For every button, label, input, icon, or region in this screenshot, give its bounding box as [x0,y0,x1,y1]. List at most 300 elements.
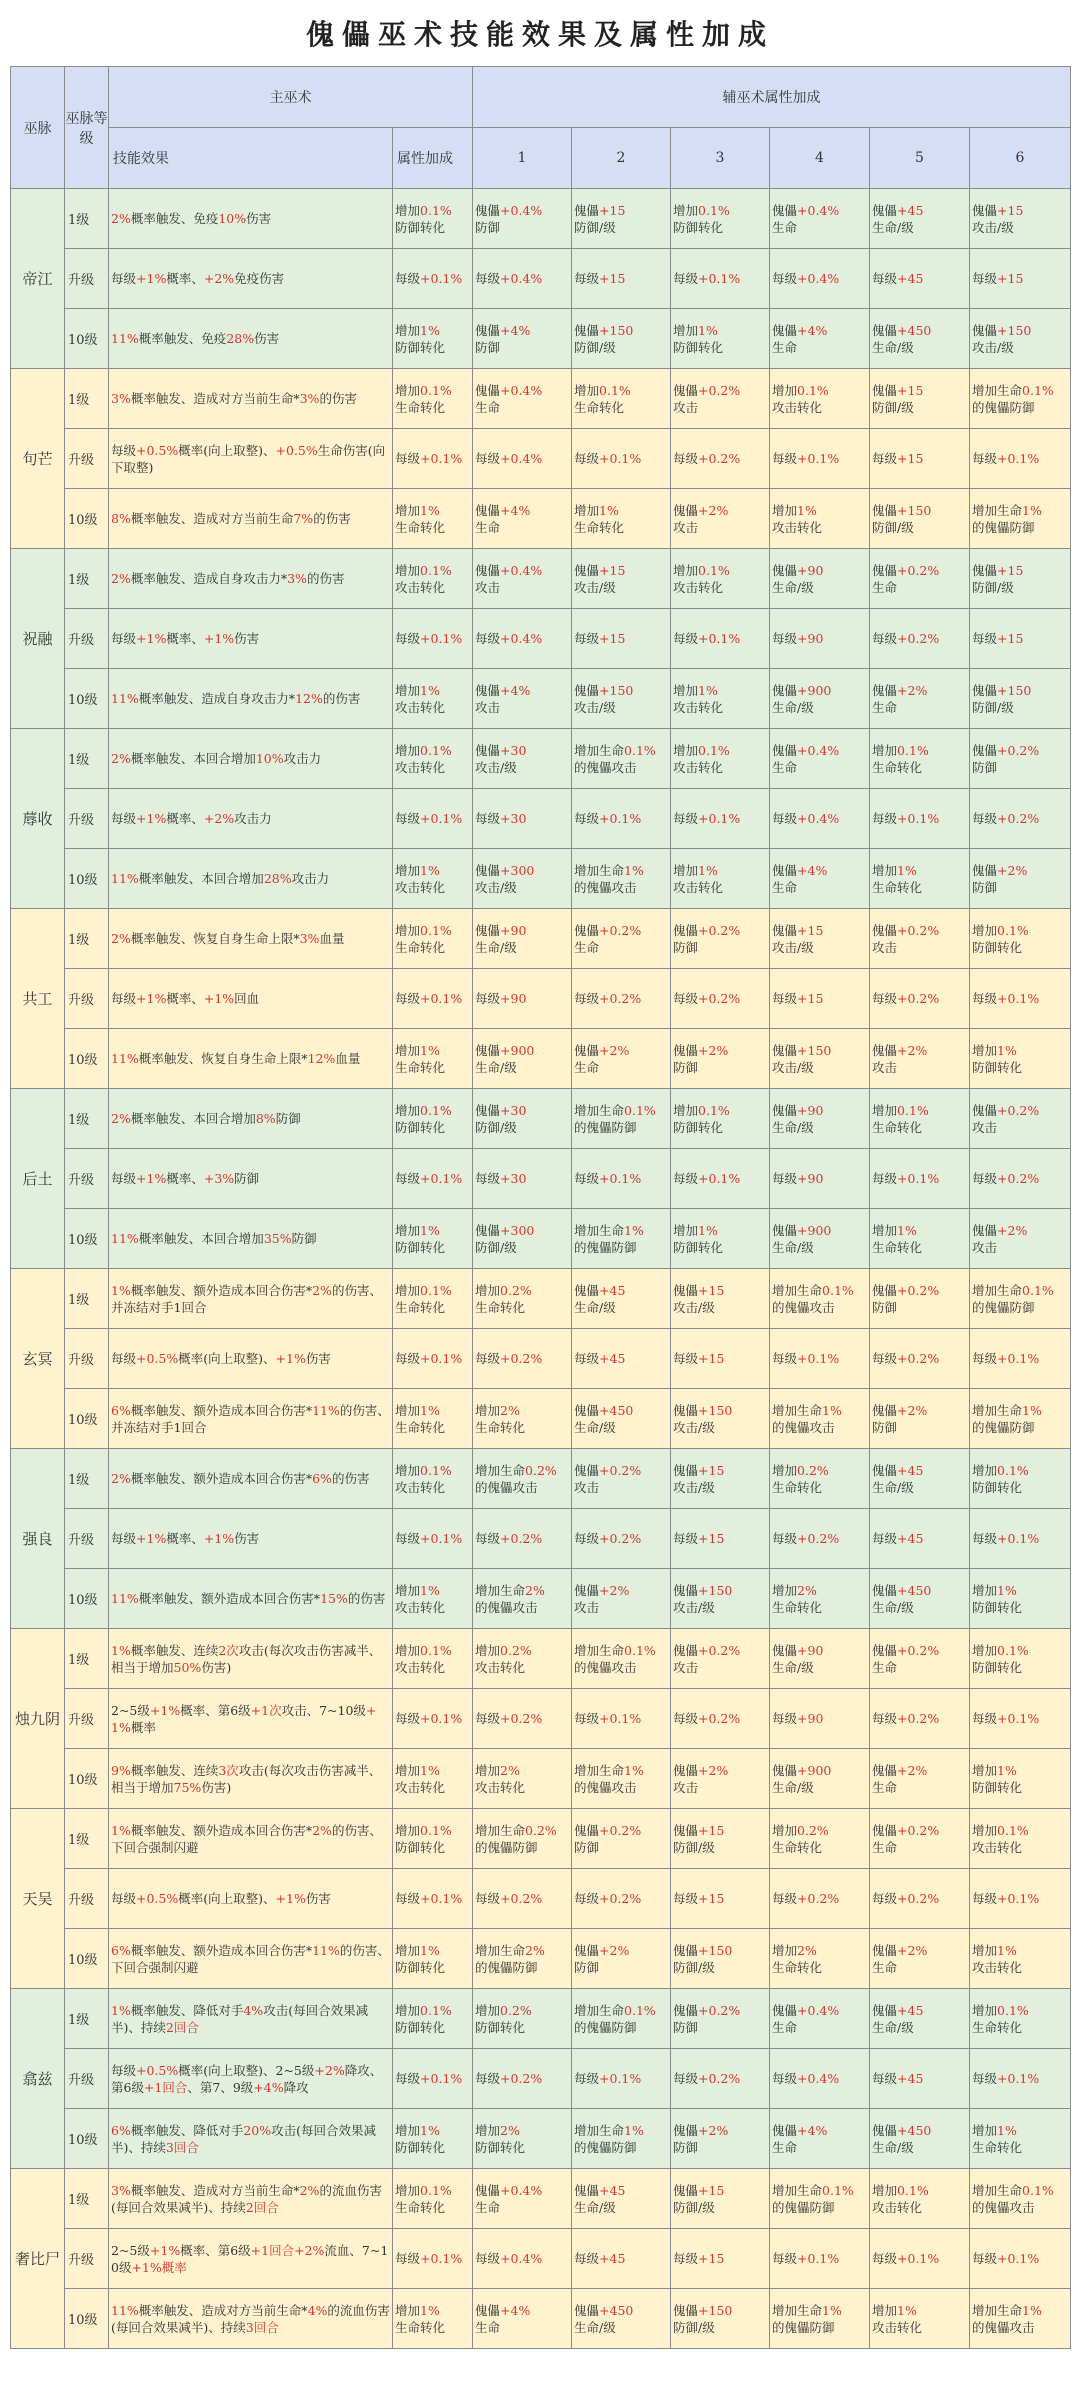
aux-bonus-6 [970,1509,1071,1569]
value-text: 攻击、7~10级 [281,1702,366,1718]
value-highlight: 1% [420,1762,440,1778]
value-text: 傀儡 [574,2182,600,2198]
table-row [11,1089,1071,1149]
aux-bonus-6 [970,1269,1071,1329]
aux-bonus-5 [870,849,970,909]
value-highlight: +0.4% [500,2182,543,2198]
value-text: 增加生命 [972,502,1023,518]
vein-name: 天吴 [11,1809,65,1989]
attr-bonus [393,1689,473,1749]
value-highlight: +150 [698,2302,733,2318]
value-text: 生命 [475,2319,501,2335]
value-highlight: 0.2% [525,1462,557,1478]
aux-bonus-1 [473,489,572,549]
aux-bonus-6 [970,189,1071,249]
value-text: 增加 [395,502,421,518]
aux-bonus-4 [770,549,870,609]
value-highlight: 1% [111,1642,131,1658]
value-highlight: 0.1% [1022,1282,1054,1298]
value-text: 生命转化 [475,1299,526,1315]
vein-name: 强良 [11,1449,65,1629]
value-text: 伤害 [234,631,260,646]
value-text: 傀儡 [475,1042,501,1058]
value-text: 攻击 [872,939,898,955]
skill-effect [109,609,393,669]
value-text: 防御/级 [673,2319,715,2335]
value-text: 防御转化 [395,1239,446,1255]
aux-bonus-6 [970,1149,1071,1209]
value-text: 防御转化 [475,2019,526,2035]
attr-bonus [393,669,473,729]
aux-bonus-4 [770,2049,870,2109]
level-label: 10级 [65,309,109,369]
aux-bonus-5 [870,2169,970,2229]
aux-bonus-2 [572,1929,671,1989]
aux-bonus-1 [473,609,572,669]
aux-bonus-5 [870,909,970,969]
aux-bonus-4 [770,1509,870,1569]
value-text: 傀儡 [772,1042,798,1058]
value-text: 增加 [395,1462,421,1478]
level-label: 升级 [65,429,109,489]
value-highlight: 0.1% [420,922,452,938]
value-highlight: +1% [203,1531,235,1546]
aux-bonus-6 [970,1389,1071,1449]
skill-effect [109,1089,393,1149]
value-highlight: +150 [698,1582,733,1598]
aux-bonus-6 [970,1089,1071,1149]
aux-bonus-6 [970,849,1071,909]
value-text: 概率触发、本回合增加 [130,1111,256,1126]
level-label: 升级 [65,969,109,1029]
skill-effect [109,1269,393,1329]
value-text: 每级 [395,1891,421,1906]
aux-bonus-5 [870,2289,970,2349]
aux-bonus-6 [970,369,1071,429]
aux-bonus-1 [473,549,572,609]
aux-bonus-3 [671,1449,770,1509]
value-text: 生命转化 [772,1959,823,1975]
value-highlight: 1% [997,2122,1017,2138]
value-text: 攻击转化 [395,699,446,715]
value-text: 防御/级 [673,2199,715,2215]
value-text: 增加 [772,502,798,518]
value-highlight: 11% [312,1942,340,1958]
value-highlight: +450 [599,1402,634,1418]
value-highlight: 8% [255,1111,276,1126]
value-highlight: +30 [500,1171,527,1186]
value-text: 概率触发、免疫 [138,331,227,346]
aux-bonus-6 [970,1569,1071,1629]
aux-bonus-1 [473,2289,572,2349]
value-text: 增加生命 [972,1282,1023,1298]
aux-bonus-6 [970,429,1071,489]
skill-effect [109,1989,393,2049]
table-row [11,609,1071,669]
value-text: 傀儡 [772,2122,798,2138]
value-text: 概率触发、连续 [130,1762,219,1778]
level-label: 1级 [65,909,109,969]
value-text: 防御 [673,1059,699,1075]
level-label: 升级 [65,1509,109,1569]
value-text: 每级 [673,1531,699,1546]
value-highlight: +4% [253,2079,284,2095]
value-text: 概率触发、降低对手 [130,2122,244,2138]
value-text: 的伤害、并冻结对手1回合 [111,1282,382,1315]
value-text: 增加 [673,562,699,578]
value-text: 概率触发、连续 [130,1642,219,1658]
aux-bonus-2 [572,249,671,309]
value-text: 增加 [395,562,421,578]
table-row [11,1569,1071,1629]
attr-bonus [393,1209,473,1269]
aux-bonus-2 [572,2109,671,2169]
value-text: 增加 [395,1282,421,1298]
value-highlight: 0.2% [525,1822,557,1838]
value-highlight: 0.1% [822,2182,854,2198]
value-highlight: +0.2% [698,922,741,938]
value-text: 的伤害 [347,1591,386,1606]
value-highlight: +4% [797,2122,828,2138]
value-highlight: +150 [897,502,932,518]
value-highlight: +0.2% [997,1171,1040,1186]
value-text: 防御 [872,1419,898,1435]
skill-effect [109,969,393,1029]
value-highlight: +150 [599,322,634,338]
value-highlight: 12% [307,1051,336,1066]
aux-bonus-4 [770,189,870,249]
aux-bonus-5 [870,1509,970,1569]
value-highlight: +0.2% [997,742,1040,758]
value-highlight: +1% [149,2242,181,2258]
table-row [11,1629,1071,1689]
aux-bonus-6 [970,969,1071,1029]
value-highlight: 0.1% [420,742,452,758]
value-highlight: 1% [420,862,440,878]
value-highlight: +0.1% [599,1171,642,1186]
aux-bonus-2 [572,189,671,249]
attr-bonus [393,249,473,309]
value-text: 生命 [475,519,501,535]
value-highlight: 2% [111,1471,131,1486]
value-highlight: 2% [500,1402,520,1418]
value-highlight: 1% [997,1942,1017,1958]
attr-bonus [393,909,473,969]
value-text: 每级 [972,1351,998,1366]
value-text: 防御转化 [972,1599,1023,1615]
aux-bonus-2 [572,1869,671,1929]
attr-bonus [393,1089,473,1149]
aux-bonus-6 [970,2109,1071,2169]
attr-bonus [393,1749,473,1809]
value-text: 增加 [475,2002,501,2018]
value-highlight: 75% [173,1779,202,1795]
aux-bonus-5 [870,1269,970,1329]
value-highlight: 11% [111,2302,139,2318]
skill-effect [109,1629,393,1689]
level-label: 升级 [65,1149,109,1209]
value-text: 每级 [475,2251,501,2266]
value-text: 傀儡 [673,1642,699,1658]
aux-bonus-3 [671,1029,770,1089]
value-highlight: +0.4% [500,202,543,218]
value-highlight: 1% [897,1222,917,1238]
value-text: 傀儡 [475,682,501,698]
value-text: 生命/级 [772,699,814,715]
value-highlight: +45 [897,1462,924,1478]
aux-bonus-5 [870,1749,970,1809]
value-text: 增加 [872,1222,898,1238]
skill-effect [109,909,393,969]
aux-bonus-2 [572,1569,671,1629]
value-text: 傀儡 [872,1762,898,1778]
value-text: 增加 [673,682,699,698]
value-highlight: +0.4% [500,2251,543,2266]
value-text: 增加 [673,1102,699,1118]
table-row [11,2049,1071,2109]
value-highlight: +45 [599,1351,626,1366]
value-text: 防御转化 [475,2139,526,2155]
value-text: 增加 [972,1762,998,1778]
value-text: 生命 [772,2019,798,2035]
value-highlight: +1% [275,1351,306,1366]
value-highlight: +0.1% [897,811,940,826]
value-text: 每级 [111,1171,137,1186]
value-highlight: +0.2% [599,991,642,1006]
attr-bonus [393,849,473,909]
value-text: 增加生命 [475,1462,526,1478]
value-text: 傀儡 [972,562,998,578]
value-highlight: +2% [698,1042,729,1058]
value-text: 的傀儡攻击 [475,1599,538,1615]
value-highlight: +0.1% [599,451,642,466]
value-highlight: 0.1% [624,742,656,758]
value-text: 增加 [673,322,699,338]
aux-bonus-6 [970,1209,1071,1269]
table-row [11,729,1071,789]
value-highlight: 1% [997,1762,1017,1778]
level-label: 1级 [65,1269,109,1329]
value-text: 的伤害、并冻结对手1回合 [111,1402,390,1435]
value-highlight: +15 [897,451,924,466]
value-highlight: 2% [312,1822,332,1838]
value-text: 每级 [673,2251,699,2266]
value-text: 增加生命 [574,742,625,758]
value-text: 每级 [772,1891,798,1906]
value-text: 傀儡 [772,862,798,878]
value-text: 的傀儡攻击 [574,1659,637,1675]
value-highlight: +0.4% [797,2002,840,2018]
value-highlight: +450 [897,2122,932,2138]
aux-bonus-2 [572,2229,671,2289]
aux-bonus-2 [572,849,671,909]
value-highlight: 0.1% [997,1822,1029,1838]
value-highlight: 0.1% [420,382,452,398]
value-text: 攻击力 [283,751,322,766]
aux-bonus-5 [870,1389,970,1449]
value-highlight: 2回合 [245,2199,279,2215]
value-highlight: +4% [500,502,531,518]
value-text: 的伤害 [319,391,357,406]
aux-bonus-2 [572,1149,671,1209]
value-highlight: +2% [897,1402,928,1418]
value-text: 生命 [772,219,798,235]
value-text: 每级 [772,2071,798,2086]
value-text: 攻击/级 [673,1299,715,1315]
value-text: 每级 [475,1711,501,1726]
aux-bonus-3 [671,969,770,1029]
value-text: 增加 [972,1942,998,1958]
value-text: 增加 [872,2182,898,2198]
value-highlight: +0.1% [797,2251,840,2266]
value-text: 傀儡 [872,922,898,938]
level-label: 10级 [65,489,109,549]
aux-bonus-1 [473,1749,572,1809]
value-text: 每级 [395,1531,421,1546]
value-text: 回血 [234,991,260,1006]
aux-bonus-2 [572,909,671,969]
attr-bonus [393,789,473,849]
value-highlight: 1% [420,1582,440,1598]
value-highlight: +1次 [250,1702,282,1718]
value-highlight: 6% [312,1471,332,1486]
value-text: 增加 [673,202,699,218]
value-text: 概率、 [166,1171,204,1186]
level-label: 1级 [65,1089,109,1149]
value-text: 每级 [574,631,600,646]
value-text: 每级 [395,1171,421,1186]
value-highlight: 1% [797,502,817,518]
value-highlight: +45 [897,271,924,286]
value-highlight: 9% [111,1762,131,1778]
aux-bonus-1 [473,189,572,249]
value-text: 增加生命 [772,1402,823,1418]
value-text: 生命/级 [475,1059,517,1075]
value-highlight: +0.1% [698,271,741,286]
value-text: 每级 [574,1171,600,1186]
aux-bonus-2 [572,729,671,789]
value-text: 防御/级 [475,1239,517,1255]
value-text: 概率触发、造成自身攻击力* [130,571,288,586]
value-highlight: +30 [500,811,527,826]
value-highlight: +0.5% [136,1351,179,1366]
value-text: 防御转化 [395,2019,446,2035]
value-text: 攻击 [475,579,501,595]
aux-bonus-1 [473,369,572,429]
value-highlight: +15 [698,1822,725,1838]
value-text: 的傀儡攻击 [574,1779,637,1795]
value-text: 增加 [772,1582,798,1598]
value-text: 免疫伤害 [234,271,285,286]
value-text: 增加生命 [972,382,1023,398]
value-text: 攻击/级 [972,339,1014,355]
attr-bonus [393,969,473,1029]
value-highlight: 28% [263,871,292,886]
value-text: 每级 [395,991,421,1006]
value-text: 增加 [673,862,699,878]
value-text: 傀儡 [772,2002,798,2018]
value-highlight: +45 [599,2251,626,2266]
aux-bonus-3 [671,789,770,849]
aux-bonus-3 [671,2109,770,2169]
value-text: 傀儡 [872,562,898,578]
skill-effect [109,309,393,369]
value-text: 攻击转化 [395,1659,446,1675]
value-highlight: 1% [997,1582,1017,1598]
value-text: 生命转化 [395,2319,446,2335]
aux-bonus-3 [671,729,770,789]
aux-bonus-4 [770,909,870,969]
aux-bonus-2 [572,1749,671,1809]
value-text: 防御转化 [972,1479,1023,1495]
page-title: 傀儡巫术技能效果及属性加成 [305,18,774,51]
value-highlight: +15 [797,922,824,938]
value-text: 傀儡 [972,322,998,338]
aux-bonus-4 [770,2169,870,2229]
level-label: 升级 [65,2049,109,2109]
aux-bonus-6 [970,1869,1071,1929]
value-highlight: 0.1% [997,1462,1029,1478]
table-row [11,369,1071,429]
value-text: 的伤害 [313,511,351,526]
aux-bonus-1 [473,2109,572,2169]
value-text: 概率触发、造成对方当前生命* [130,391,300,406]
aux-bonus-4 [770,2229,870,2289]
value-text: 攻击转化 [872,2199,923,2215]
aux-bonus-5 [870,549,970,609]
value-highlight: +90 [797,631,824,646]
value-text: 每级 [972,1711,998,1726]
value-highlight: 2% [500,1762,520,1778]
value-highlight: +450 [897,322,932,338]
aux-bonus-5 [870,1329,970,1389]
table-row [11,1329,1071,1389]
value-text: 生命转化 [872,1119,923,1135]
aux-bonus-2 [572,1449,671,1509]
value-text: 攻击 [574,1599,600,1615]
value-highlight: +0.1% [797,1351,840,1366]
aux-bonus-3 [671,1269,770,1329]
value-text: 、第7、9级 [187,2079,254,2095]
value-text: 增加 [395,1762,421,1778]
value-highlight: 12% [295,691,323,706]
aux-bonus-2 [572,549,671,609]
value-text: 增加 [475,1642,501,1658]
value-text: 攻击转化 [395,759,446,775]
value-text: 生命转化 [395,1419,446,1435]
value-highlight: +0.2% [897,1711,940,1726]
value-text: 的傀儡攻击 [772,1299,835,1315]
value-text: 降攻 [283,2079,309,2095]
aux-bonus-3 [671,1209,770,1269]
value-text: 每级 [772,1351,798,1366]
value-text: 生命 [872,1659,898,1675]
value-highlight: 1% [897,2302,917,2318]
value-text: 每级 [395,271,421,286]
value-text: 傀儡 [475,742,501,758]
value-highlight: +0.2% [997,1102,1040,1118]
value-text: 傀儡 [574,1822,600,1838]
value-text: 防御转化 [972,1059,1023,1075]
value-highlight: +90 [797,1711,824,1726]
value-text: 傀儡 [673,1822,699,1838]
value-highlight: +15 [997,631,1024,646]
value-text: 每级 [673,2071,699,2086]
skill-effect [109,729,393,789]
value-highlight: +0.2% [897,1822,940,1838]
value-highlight: 2% [525,1582,545,1598]
value-highlight: +0.2% [500,1891,543,1906]
